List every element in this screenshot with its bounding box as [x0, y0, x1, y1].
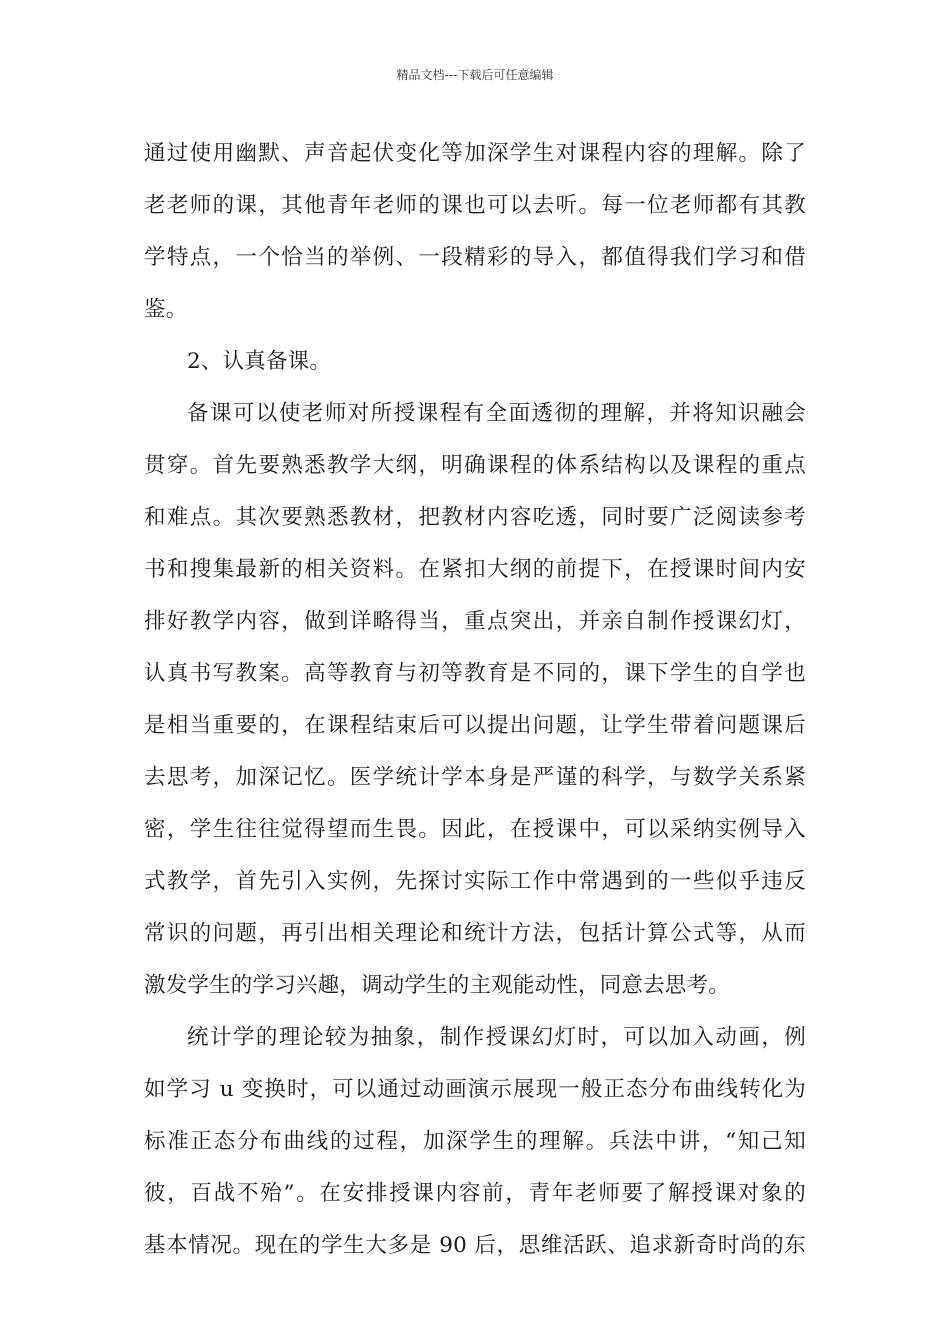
text-line: 2、认真备课。	[187, 349, 332, 374]
paragraph	[144, 128, 806, 336]
text-line: 书和搜集最新的相关资料。在紧扣大纲的前提下，在授课时间内安	[144, 557, 806, 582]
text-line: 标准正态分布曲线的过程，加深学生的理解。兵法中讲，“知己知	[144, 1129, 806, 1154]
text-line: 认真书写教案。高等教育与初等教育是不同的，课下学生的自学也	[144, 661, 806, 686]
text-line: 贯穿。首先要熟悉教学大纲，明确课程的体系结构以及课程的重点	[144, 453, 806, 478]
text-line: 常识的问题，再引出相关理论和统计方法，包括计算公式等，从而	[144, 921, 806, 946]
text-line: 基本情况。现在的学生大多是 90 后，思维活跃、追求新奇时尚的东	[144, 1233, 806, 1258]
paragraph	[144, 388, 806, 1012]
document-body	[144, 128, 806, 1272]
text-line: 去思考，加深记忆。医学统计学本身是严谨的科学，与数学关系紧	[144, 765, 806, 790]
text-line: 鉴。	[144, 297, 188, 322]
text-line: 排好教学内容，做到详略得当，重点突出，并亲自制作授课幻灯，	[144, 609, 806, 634]
page-header: 精品文档---下载后可任意编辑	[396, 68, 554, 82]
text-line: 是相当重要的，在课程结束后可以提出问题，让学生带着问题课后	[144, 713, 806, 738]
text-line: 如学习 u 变换时，可以通过动画演示展现一般正态分布曲线转化为	[144, 1077, 806, 1102]
text-line: 统计学的理论较为抽象，制作授课幻灯时，可以加入动画，例	[187, 1025, 806, 1050]
paragraph	[144, 1012, 806, 1272]
text-line: 式教学，首先引入实例，先探讨实际工作中常遇到的一些似乎违反	[144, 869, 806, 894]
text-line: 和难点。其次要熟悉教材，把教材内容吃透，同时要广泛阅读参考	[144, 505, 806, 530]
text-line: 通过使用幽默、声音起伏变化等加深学生对课程内容的理解。除了	[144, 141, 806, 166]
text-line: 备课可以使老师对所授课程有全面透彻的理解，并将知识融会	[187, 401, 806, 426]
text-line: 学特点，一个恰当的举例、一段精彩的导入，都值得我们学习和借	[144, 245, 806, 270]
text-line: 密，学生往往觉得望而生畏。因此，在授课中，可以采纳实例导入	[144, 817, 806, 842]
text-line: 彼，百战不殆”。在安排授课内容前，青年老师要了解授课对象的	[144, 1181, 806, 1206]
text-line: 激发学生的学习兴趣，调动学生的主观能动性，同意去思考。	[144, 973, 730, 998]
section-heading	[144, 336, 806, 388]
text-line: 老老师的课，其他青年老师的课也可以去听。每一位老师都有其教	[144, 193, 806, 218]
